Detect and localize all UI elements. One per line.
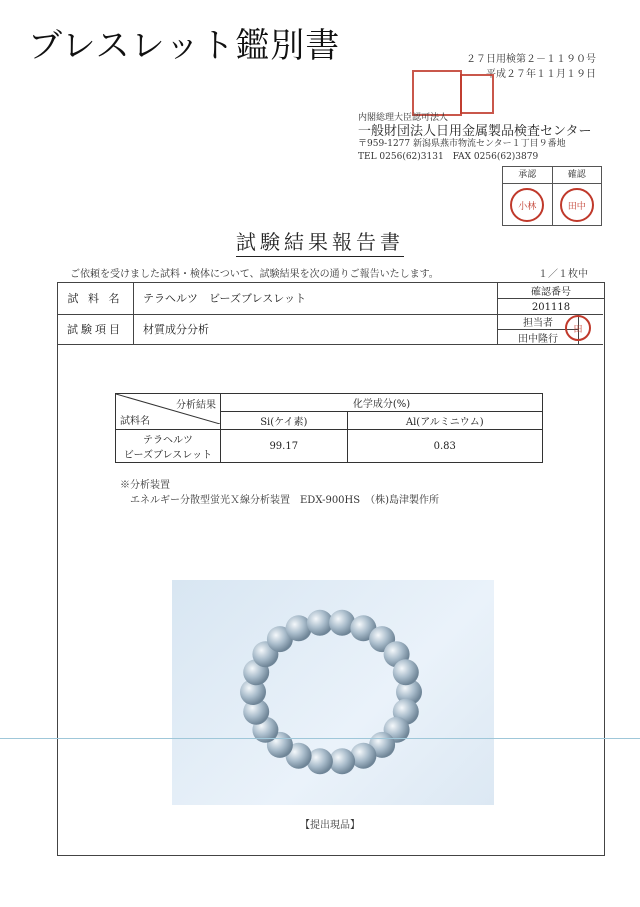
staff-name: 田中隆行 xyxy=(518,334,558,345)
bracelet-bead xyxy=(307,610,333,636)
results-value-si: 99.17 xyxy=(221,430,348,463)
approve-label: 承認 xyxy=(503,167,553,183)
confirm-number: 201118 xyxy=(531,301,571,313)
official-seal-stamp-2 xyxy=(460,74,494,114)
confirm-seal: 田中 xyxy=(560,188,594,222)
sample-row xyxy=(57,282,603,315)
intro-text: ご依頼を受けました試料・検体について、試験結果を次の通りご報告いたします。 xyxy=(70,269,439,280)
results-value-al: 0.83 xyxy=(347,430,542,463)
bracelet-image xyxy=(172,580,494,805)
photo-caption: 【提出現品】 xyxy=(300,820,360,831)
test-item-row xyxy=(57,314,603,345)
sample-value: テラヘルツ ビーズブレスレット xyxy=(143,292,307,305)
page-count: １／１枚中 xyxy=(538,269,588,280)
test-item-label: 試験項目 xyxy=(57,314,134,344)
issuer-block xyxy=(358,112,591,164)
issuer-name: 一般財団法人日用金属製品検査センター xyxy=(358,124,592,139)
confirm-number-box xyxy=(497,282,604,314)
results-sample-cell xyxy=(116,430,221,463)
scan-line xyxy=(0,738,640,739)
issuer-line1: 内閣総理大臣認可法人 xyxy=(358,113,449,123)
equipment-detail: エネルギー分散型蛍光Ｘ線分析装置 EDX-900HS （株)島津製作所 xyxy=(130,495,440,506)
equipment-heading: ※分析装置 xyxy=(120,480,170,491)
results-corner-top: 分析結果 xyxy=(176,400,216,411)
bracelet-bead xyxy=(393,659,419,685)
results-group-header: 化学成分(%) xyxy=(221,394,543,412)
official-seal-stamp xyxy=(412,70,462,116)
staff-seal: 田 xyxy=(565,315,591,341)
reference-date: 平成２７年１１月１９日 xyxy=(486,69,596,80)
bracelet-photo xyxy=(172,580,494,805)
results-sample-line1: テラヘルツ xyxy=(143,435,193,446)
reference-number: ２７日用検第２－１１９０号 xyxy=(466,54,596,65)
confirm-label: 確認 xyxy=(567,170,586,180)
results-sample-line2: ビーズブレスレット xyxy=(123,450,213,461)
results-corner-bottom: 試料名 xyxy=(120,416,150,427)
approval-box xyxy=(502,166,602,226)
test-item-value: 材質成分分析 xyxy=(143,323,209,336)
bracelet-bead xyxy=(329,748,355,774)
document-title: ブレスレット鑑別書 xyxy=(28,26,341,66)
results-col1-header: Si(ケイ素) xyxy=(221,412,348,430)
sample-label: 試 料 名 xyxy=(57,282,134,314)
issuer-tel: TEL 0256(62)3131 FAX 0256(62)3879 xyxy=(358,152,539,162)
issuer-address: 〒959-1277 新潟県燕市物流センター１丁目９番地 xyxy=(358,139,566,149)
approve-seal: 小林 xyxy=(510,188,544,222)
table-row xyxy=(116,430,543,463)
equipment-note xyxy=(120,478,439,508)
confirm-number-label: 確認番号 xyxy=(498,282,604,299)
staff-label: 担当者 xyxy=(498,314,578,330)
results-table xyxy=(115,393,543,463)
results-corner-cell xyxy=(116,394,221,430)
report-title: 試験結果報告書 xyxy=(236,230,404,257)
results-col2-header: Al(アルミニウム) xyxy=(347,412,542,430)
